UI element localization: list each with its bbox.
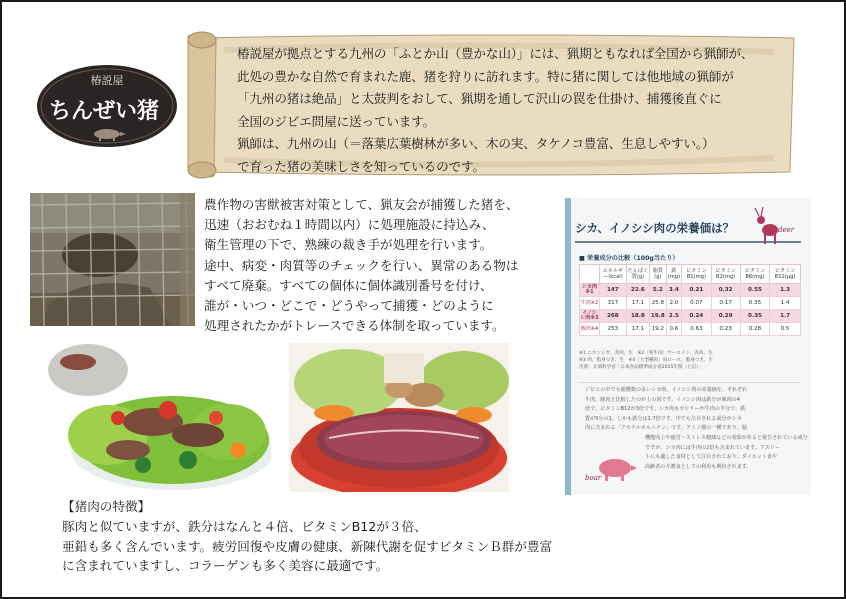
processing-line: 誰が・いつ・どこで・どうやって捕獲・どのように — [204, 297, 494, 313]
processing-line: すべて廃棄。すべての個体に個体識別番号を付け、 — [204, 277, 493, 293]
card-body-line: 牛肉、豚肉と比較したのが上の図です。イノシシ肉は鉄分が豚肉の4 — [585, 396, 741, 403]
intro-line: 猟師は、九州の山（＝落葉広葉樹林が多い、木の実、タケノコ豊富、生息しやすい。） — [237, 136, 715, 152]
card-body-line: ですが、シカ肉には牛肉の2倍も含まれています。アスリー — [645, 444, 781, 451]
row-label: シカ肉※1 — [580, 284, 600, 297]
table-header: 鉄(mg) — [666, 265, 682, 284]
card-body-line: 高齢者の介護食としての利用も期待されます。 — [645, 463, 752, 470]
boar-trap-photo — [30, 193, 195, 326]
table-note: ※1 ニホンジカ、赤肉、生 ※2［和牛肉］サーロイン、赤肉、生 — [579, 351, 713, 356]
logo — [34, 62, 180, 150]
table-cell: 2.5 — [666, 310, 682, 323]
processing-text — [204, 195, 554, 336]
processing-line: 迅速（おおむね１時間以内）に処理施設に持込み、 — [204, 217, 495, 233]
table-cell: 17.1 — [626, 297, 649, 310]
table-cell: 25.8 — [650, 297, 667, 310]
table-header: たんぱく質(g) — [626, 265, 649, 284]
table-cell: 0.29 — [711, 310, 740, 323]
intro-text — [237, 43, 807, 179]
table-cell: 0.17 — [711, 297, 740, 310]
table-notes — [579, 350, 801, 371]
table-header: ビタミンB2(mg) — [711, 265, 740, 284]
table-cell: 0.35 — [740, 310, 769, 323]
table-note: ※3 肉、脂身つき、生 ※4［大型種肉］肩ロース、脂身つき、生 — [579, 358, 713, 363]
processing-line: 衛生管理の下で、熟練の裁き手が処理を行います。 — [204, 237, 493, 253]
boar-meat-photo — [289, 343, 509, 492]
features-line: に含まれていますし、コラーゲンも多く美容に最適です。 — [62, 558, 389, 574]
table-cell: 0.5 — [770, 323, 801, 336]
deer-label: deer — [778, 226, 795, 234]
table-header: ビタミンB6(mg) — [740, 265, 769, 284]
logo-main-text: ちんぜい猪 — [48, 99, 160, 124]
logo-top-text: 椿説屋 — [90, 74, 124, 87]
table-header — [580, 265, 600, 284]
row-label: 牛肉※2 — [580, 297, 600, 310]
table-cell: 0.6 — [666, 323, 682, 336]
table-cell: 0.07 — [682, 297, 711, 310]
card-body-line: ジビエの中でも捕獲数の多いシカ肉、イノシシ肉の栄養価を、それぞれ — [585, 387, 748, 393]
table-cell: 0.63 — [682, 323, 711, 336]
table-header: 脂質(g) — [650, 265, 667, 284]
table-cell: 253 — [599, 323, 626, 336]
table-cell: 2.0 — [666, 297, 682, 310]
table-row — [580, 323, 801, 336]
intro-line: 全国のジビエ問屋に送っています。 — [237, 113, 436, 129]
table-cell: 268 — [599, 310, 626, 323]
intro-line: 「九州の猪は絶品」と太鼓判をおして、猟期を通して沢山の罠を仕掛け、捕獲後直ぐに — [237, 91, 722, 107]
table-cell: 0.23 — [711, 323, 740, 336]
table-cell: 147 — [599, 284, 626, 297]
features-line: 豚肉と似ていますが、鉄分はなんと４倍、ビタミンB12が３倍、 — [62, 518, 427, 534]
card-body-line: 機能向上や疲労・ストレス軽減などの効果があると報告されている成分 — [645, 434, 808, 441]
processing-line: 途中、病変・肉質等のチェックを行い、異常のある物は — [204, 257, 519, 273]
table-cell: 317 — [599, 297, 626, 310]
card-title: シカ、イノシシ肉の栄養価は？ — [575, 221, 735, 235]
table-row — [580, 284, 801, 297]
table-cell: 0.24 — [682, 310, 711, 323]
features-title: 【猪肉の特徴】 — [62, 499, 151, 514]
table-cell: 22.6 — [626, 284, 649, 297]
table-cell: 18.8 — [626, 310, 649, 323]
table-row — [580, 297, 801, 310]
table-cell: 0.35 — [740, 297, 769, 310]
card-body-line: 肉に含まれる「アセチルカルニチン」です。アミノ酸の一種であり、脳 — [585, 425, 748, 432]
table-cell: 17.1 — [626, 323, 649, 336]
table-cell: 19.8 — [650, 310, 667, 323]
boar-salad-photo — [48, 340, 271, 492]
card-body-line: トにも適した食材として注目されており、ダイエット食や — [645, 454, 778, 461]
row-label: 豚肉※4 — [580, 323, 600, 336]
table-cell: 1.4 — [770, 297, 801, 310]
table-cell: 1.3 — [770, 284, 801, 297]
table-cell: 0.21 — [682, 284, 711, 297]
features-line: 亜鉛も多く含んでいます。疲労回復や皮膚の健康、新陳代謝を促すビタミンＢ群が豊富 — [62, 538, 553, 554]
row-label: イノシシ肉※3 — [580, 310, 599, 321]
table-cell: 3.4 — [666, 284, 682, 297]
card-body-line: 倍で、ビタミンB12が3倍です。シカ肉もカロリーが牛肉の半分で、鉄 — [585, 406, 746, 413]
intro-line: で育った猪の美味しさを知っているのです。 — [237, 158, 485, 174]
processing-line: 農作物の害獣被害対策として、猟友会が捕獲した猪を、 — [204, 197, 519, 212]
table-header: エネルギー(kcal) — [599, 265, 626, 284]
table-cell: 0.55 — [740, 284, 769, 297]
nutrition-card — [565, 198, 811, 495]
table-row — [580, 310, 801, 323]
intro-line: 椿説屋が拠点とする九州の「ふとか山（豊かな山）」には、猟期ともなれば全国から猟師が、 — [237, 46, 754, 61]
table-cell: 19.2 — [650, 323, 667, 336]
table-cell: 0.28 — [740, 323, 769, 336]
intro-line: 此処の豊かな自然で育まれた鹿、猪を狩りに訪れます。特に猪に関しては他地域の猟師が — [237, 68, 734, 84]
card-body-text — [585, 386, 808, 472]
features-section — [62, 497, 662, 576]
table-header: ビタミンB1(mg) — [682, 265, 711, 284]
table-cell: 5.2 — [650, 284, 667, 297]
card-body-line: 質が5分の1。しかも鉄分は1.7倍です。中でも注目される成分がシカ — [585, 415, 742, 422]
table-cell: 1.7 — [770, 310, 801, 323]
boar-label: boar — [585, 474, 602, 482]
processing-line: 処理されたかがトレースできる体制を取っています。 — [204, 318, 505, 334]
table-cell: 0.32 — [711, 284, 740, 297]
nutrition-table — [579, 264, 801, 336]
table-title: ■ 栄養成分の比較（100g当たり） — [579, 255, 679, 262]
table-note: 出典：文部科学省「日本食品標準成分表2015年版（七訂）」 — [579, 365, 704, 370]
table-header: ビタミンB12(μg) — [770, 265, 801, 284]
